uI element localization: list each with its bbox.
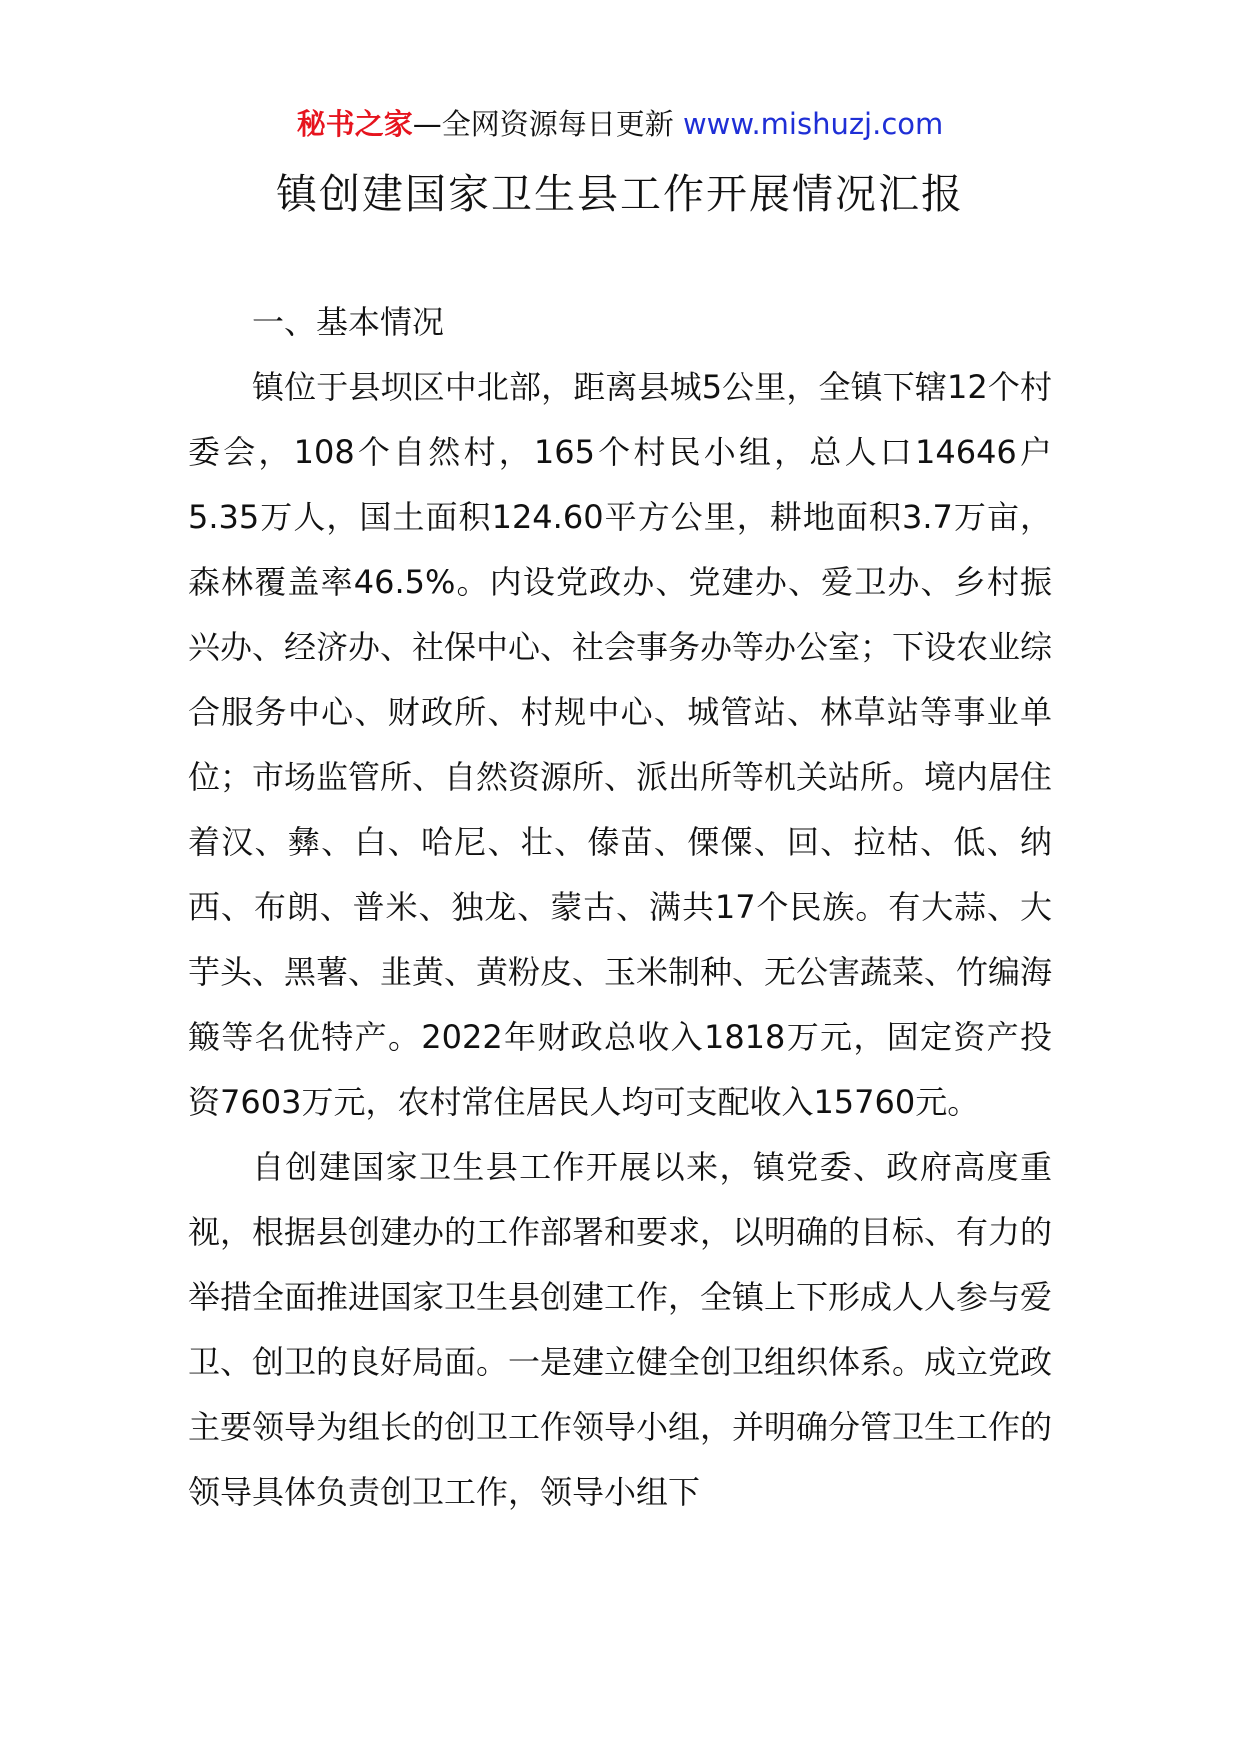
paragraph-basic-info: 镇位于县坝区中北部，距离县城5公里，全镇下辖12个村委会，108个自然村，165个村民小组，总人口14646户5.35万人，国土面积124.60平方公里，耕地面积3.7万亩，森林覆盖率46.5%。内设党政办、党建办、爱卫办、乡村振兴办、经济办、社保中心、社会事务办等办公室；下设农业综合服务中心、财政所、村规中心、城管站、林草站等事业单位；市场监管所、自然资源所、派出所等机关站所。境内居住着汉、彝、白、哈尼、壮、傣苗、傈僳、回、拉枯、低、纳西、布朗、普米、独龙、蒙古、满共17个民族。有大蒜、大芋头、黑薯、韭黄、黄粉皮、玉米制种、无公害蔬菜、竹编海簸等名优特产。2022年财政总收入1818万元，固定资产投资7603万元，农村常住居民人均可支配收入15760元。 [188, 368, 1053, 1121]
banner-tagline: —全网资源每日更新 [412, 107, 683, 141]
site-url-link[interactable]: www.mishuzj.com [682, 107, 944, 141]
document-body [188, 290, 1052, 1525]
paragraph-work-progress: 自创建国家卫生县工作开展以来，镇党委、政府高度重视，根据县创建办的工作部署和要求，以明确的目标、有力的举措全面推进国家卫生县创建工作，全镇上下形成人人参与爱卫、创卫的良好局面。一是建立健全创卫组织体系。成立党政主要领导为组长的创卫工作领导小组，并明确分管卫生工作的领导具体负责创卫工作，领导小组下 [188, 1148, 1053, 1511]
section-heading-basic-info: 一、基本情况 [252, 303, 445, 341]
brand-name: 秘书之家 [296, 107, 413, 141]
site-banner [0, 102, 1240, 146]
document-title: 镇创建国家卫生县工作开展情况汇报 [276, 170, 964, 218]
